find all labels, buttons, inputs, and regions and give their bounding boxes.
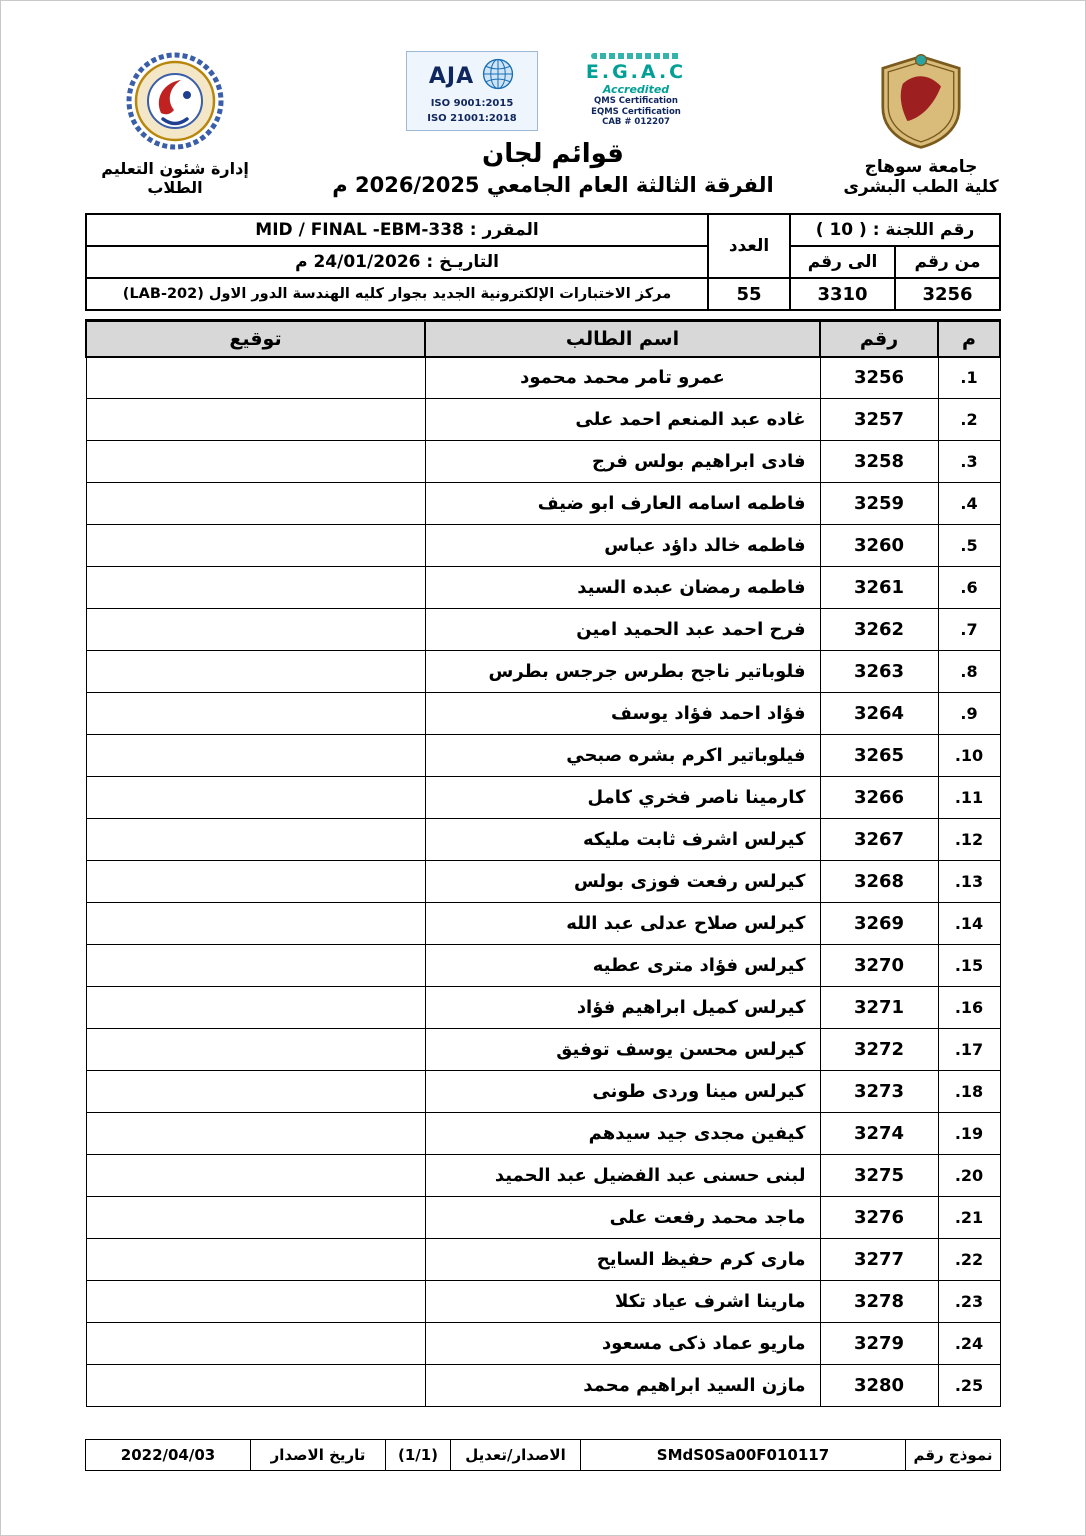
number-cell: 3271 — [820, 987, 938, 1029]
column-header-signature: توقيع — [86, 321, 425, 357]
form-footer-table — [85, 1439, 1001, 1471]
signature-cell — [86, 819, 425, 861]
number-cell: 3256 — [820, 357, 938, 399]
name-cell: مازن السيد ابراهيم محمد — [425, 1365, 820, 1407]
document-header — [85, 51, 1001, 201]
student-row — [86, 441, 1000, 483]
students-body — [86, 357, 1000, 1407]
number-cell: 3274 — [820, 1113, 938, 1155]
number-cell: 3257 — [820, 399, 938, 441]
name-cell: كيرلس كميل ابراهيم فؤاد — [425, 987, 820, 1029]
number-cell: 3273 — [820, 1071, 938, 1113]
aja-iso-line2: ISO 21001:2018 — [427, 113, 517, 124]
student-row — [86, 1197, 1000, 1239]
student-row — [86, 903, 1000, 945]
serial-cell: 22. — [938, 1239, 1000, 1281]
student-row — [86, 1113, 1000, 1155]
aja-accreditation-badge — [406, 51, 538, 131]
serial-cell: 6. — [938, 567, 1000, 609]
issue-date-label: تاريخ الاصدار — [251, 1440, 386, 1471]
name-cell: عمرو تامر محمد محمود — [425, 357, 820, 399]
university-name: جامعة سوهاج — [864, 157, 978, 177]
serial-cell: 3. — [938, 441, 1000, 483]
faculty-name: كلية الطب البشرى — [843, 177, 999, 197]
number-cell: 3278 — [820, 1281, 938, 1323]
signature-cell — [86, 1365, 425, 1407]
serial-cell: 16. — [938, 987, 1000, 1029]
egac-arabic-text-decoration — [591, 53, 681, 59]
signature-cell — [86, 609, 425, 651]
signature-cell — [86, 483, 425, 525]
name-cell: كارمينا ناصر فخري كامل — [425, 777, 820, 819]
name-cell: فرح احمد عبد الحميد امين — [425, 609, 820, 651]
name-cell: كيرلس اشرف ثابت مليكه — [425, 819, 820, 861]
name-cell: مارى كرم حفيظ السايح — [425, 1239, 820, 1281]
number-cell: 3268 — [820, 861, 938, 903]
name-cell: كيرلس مينا وردى طونى — [425, 1071, 820, 1113]
number-cell: 3280 — [820, 1365, 938, 1407]
number-cell: 3260 — [820, 525, 938, 567]
signature-cell — [86, 1239, 425, 1281]
to-number-value: 3310 — [790, 278, 895, 310]
number-cell: 3266 — [820, 777, 938, 819]
number-cell: 3277 — [820, 1239, 938, 1281]
student-row — [86, 1281, 1000, 1323]
name-cell: ماريو عماد ذكى مسعود — [425, 1323, 820, 1365]
student-row — [86, 399, 1000, 441]
student-row — [86, 1239, 1000, 1281]
serial-cell: 4. — [938, 483, 1000, 525]
number-cell: 3269 — [820, 903, 938, 945]
student-row — [86, 567, 1000, 609]
serial-cell: 8. — [938, 651, 1000, 693]
student-row — [86, 735, 1000, 777]
aja-logo-text: AJA — [428, 63, 475, 89]
exam-date: التاريـخ : 24/01/2026 م — [86, 246, 708, 278]
from-number-label: من رقم — [895, 246, 1000, 278]
name-cell: كيرلس فؤاد مترى عطيه — [425, 945, 820, 987]
number-cell: 3275 — [820, 1155, 938, 1197]
number-cell: 3261 — [820, 567, 938, 609]
number-cell: 3279 — [820, 1323, 938, 1365]
student-row — [86, 987, 1000, 1029]
signature-cell — [86, 1029, 425, 1071]
name-cell: ماجد محمد رفعت على — [425, 1197, 820, 1239]
name-cell: كيرلس صلاح عدلى عبد الله — [425, 903, 820, 945]
student-row — [86, 819, 1000, 861]
student-row — [86, 1155, 1000, 1197]
student-row — [86, 483, 1000, 525]
students-table-header-row — [86, 321, 1000, 357]
student-row — [86, 1071, 1000, 1113]
serial-cell: 2. — [938, 399, 1000, 441]
signature-cell — [86, 903, 425, 945]
signature-cell — [86, 735, 425, 777]
aja-iso-line1: ISO 9001:2015 — [430, 98, 514, 109]
signature-cell — [86, 1197, 425, 1239]
serial-cell: 10. — [938, 735, 1000, 777]
to-number-label: الى رقم — [790, 246, 895, 278]
page-subtitle: الفرقة الثالثة العام الجامعي 2026/2025 م — [332, 173, 774, 197]
serial-cell: 12. — [938, 819, 1000, 861]
signature-cell — [86, 651, 425, 693]
signature-cell — [86, 1071, 425, 1113]
from-number-value: 3256 — [895, 278, 1000, 310]
signature-cell — [86, 399, 425, 441]
exam-location: مركز الاختبارات الإلكترونية الجديد بجوار كليه الهندسة الدور الاول (LAB-202) — [86, 278, 708, 310]
signature-cell — [86, 861, 425, 903]
student-row — [86, 777, 1000, 819]
student-row — [86, 1323, 1000, 1365]
column-header-name: اسم الطالب — [425, 321, 820, 357]
serial-cell: 18. — [938, 1071, 1000, 1113]
student-row — [86, 693, 1000, 735]
department-name: إدارة شئون التعليم الطلاب — [101, 159, 249, 197]
signature-cell — [86, 525, 425, 567]
version-value: (1/1) — [386, 1440, 451, 1471]
signature-cell — [86, 357, 425, 399]
university-block — [841, 51, 1001, 197]
header-center — [265, 51, 841, 197]
name-cell: فلوباتير ناجح بطرس جرجس بطرس — [425, 651, 820, 693]
name-cell: فاطمه خالد داؤد عباس — [425, 525, 820, 567]
serial-cell: 17. — [938, 1029, 1000, 1071]
student-row — [86, 525, 1000, 567]
column-header-number: رقم — [820, 321, 938, 357]
egac-cert-line1: QMS Certification — [594, 96, 678, 106]
signature-cell — [86, 693, 425, 735]
serial-cell: 24. — [938, 1323, 1000, 1365]
student-row — [86, 1365, 1000, 1407]
signature-cell — [86, 987, 425, 1029]
student-row — [86, 1029, 1000, 1071]
name-cell: فادى ابراهيم بولس فرج — [425, 441, 820, 483]
number-cell: 3270 — [820, 945, 938, 987]
exam-info-table — [85, 213, 1001, 311]
student-row — [86, 945, 1000, 987]
name-cell: فاطمه اسامه العارف ابو ضيف — [425, 483, 820, 525]
university-shield-icon — [875, 136, 967, 155]
course-label: المقرر : MID / FINAL -EBM-338 — [86, 214, 708, 246]
column-header-serial: م — [938, 321, 1000, 357]
egac-cert-line2: EQMS Certification — [591, 106, 681, 117]
committee-number-label: رقم اللجنة : ( 10 ) — [790, 214, 1000, 246]
serial-cell: 7. — [938, 609, 1000, 651]
serial-cell: 1. — [938, 357, 1000, 399]
number-cell: 3272 — [820, 1029, 938, 1071]
number-cell: 3264 — [820, 693, 938, 735]
name-cell: فيلوباتير اكرم بشره صبحي — [425, 735, 820, 777]
name-cell: فاطمه رمضان عبده السيد — [425, 567, 820, 609]
number-cell: 3267 — [820, 819, 938, 861]
student-row — [86, 357, 1000, 399]
serial-cell: 11. — [938, 777, 1000, 819]
name-cell: لبنى حسنى عبد الفضيل عبد الحميد — [425, 1155, 820, 1197]
name-cell: غاده عبد المنعم احمد على — [425, 399, 820, 441]
signature-cell — [86, 1281, 425, 1323]
number-cell: 3258 — [820, 441, 938, 483]
aja-globe-icon — [481, 57, 515, 95]
department-block — [85, 51, 265, 197]
page-title: قوائم لجان — [482, 139, 624, 169]
signature-cell — [86, 1323, 425, 1365]
count-label: العدد — [708, 214, 790, 278]
signature-cell — [86, 1155, 425, 1197]
serial-cell: 15. — [938, 945, 1000, 987]
signature-cell — [86, 945, 425, 987]
signature-cell — [86, 441, 425, 483]
number-cell: 3263 — [820, 651, 938, 693]
student-row — [86, 651, 1000, 693]
form-number-code: SMdS0Sa00F010117 — [581, 1440, 906, 1471]
serial-cell: 13. — [938, 861, 1000, 903]
serial-cell: 23. — [938, 1281, 1000, 1323]
egac-accredited-label: Accredited — [602, 83, 670, 96]
egac-accreditation-badge — [572, 51, 700, 130]
name-cell: كيرلس رفعت فوزى بولس — [425, 861, 820, 903]
name-cell: فؤاد احمد فؤاد يوسف — [425, 693, 820, 735]
version-label: الاصدار/تعديل — [451, 1440, 581, 1471]
number-cell: 3259 — [820, 483, 938, 525]
serial-cell: 14. — [938, 903, 1000, 945]
name-cell: مارينا اشرف عياد تكلا — [425, 1281, 820, 1323]
number-cell: 3262 — [820, 609, 938, 651]
serial-cell: 9. — [938, 693, 1000, 735]
signature-cell — [86, 777, 425, 819]
number-cell: 3276 — [820, 1197, 938, 1239]
issue-date-value: 2022/04/03 — [86, 1440, 251, 1471]
signature-cell — [86, 567, 425, 609]
student-row — [86, 609, 1000, 651]
students-table — [85, 319, 1001, 1407]
serial-cell: 5. — [938, 525, 1000, 567]
accreditation-row — [265, 51, 841, 131]
faculty-emblem-icon — [125, 136, 225, 155]
egac-logo-text: E.G.A.C — [585, 61, 687, 83]
serial-cell: 19. — [938, 1113, 1000, 1155]
name-cell: كيفين مجدى جيد سيدهم — [425, 1113, 820, 1155]
form-number-label: نموذج رقم — [906, 1440, 1001, 1471]
serial-cell: 25. — [938, 1365, 1000, 1407]
number-cell: 3265 — [820, 735, 938, 777]
count-value: 55 — [708, 278, 790, 310]
student-row — [86, 861, 1000, 903]
name-cell: كيرلس محسن يوسف توفيق — [425, 1029, 820, 1071]
serial-cell: 20. — [938, 1155, 1000, 1197]
serial-cell: 21. — [938, 1197, 1000, 1239]
egac-cert-line3: CAB # 012207 — [602, 117, 670, 128]
signature-cell — [86, 1113, 425, 1155]
